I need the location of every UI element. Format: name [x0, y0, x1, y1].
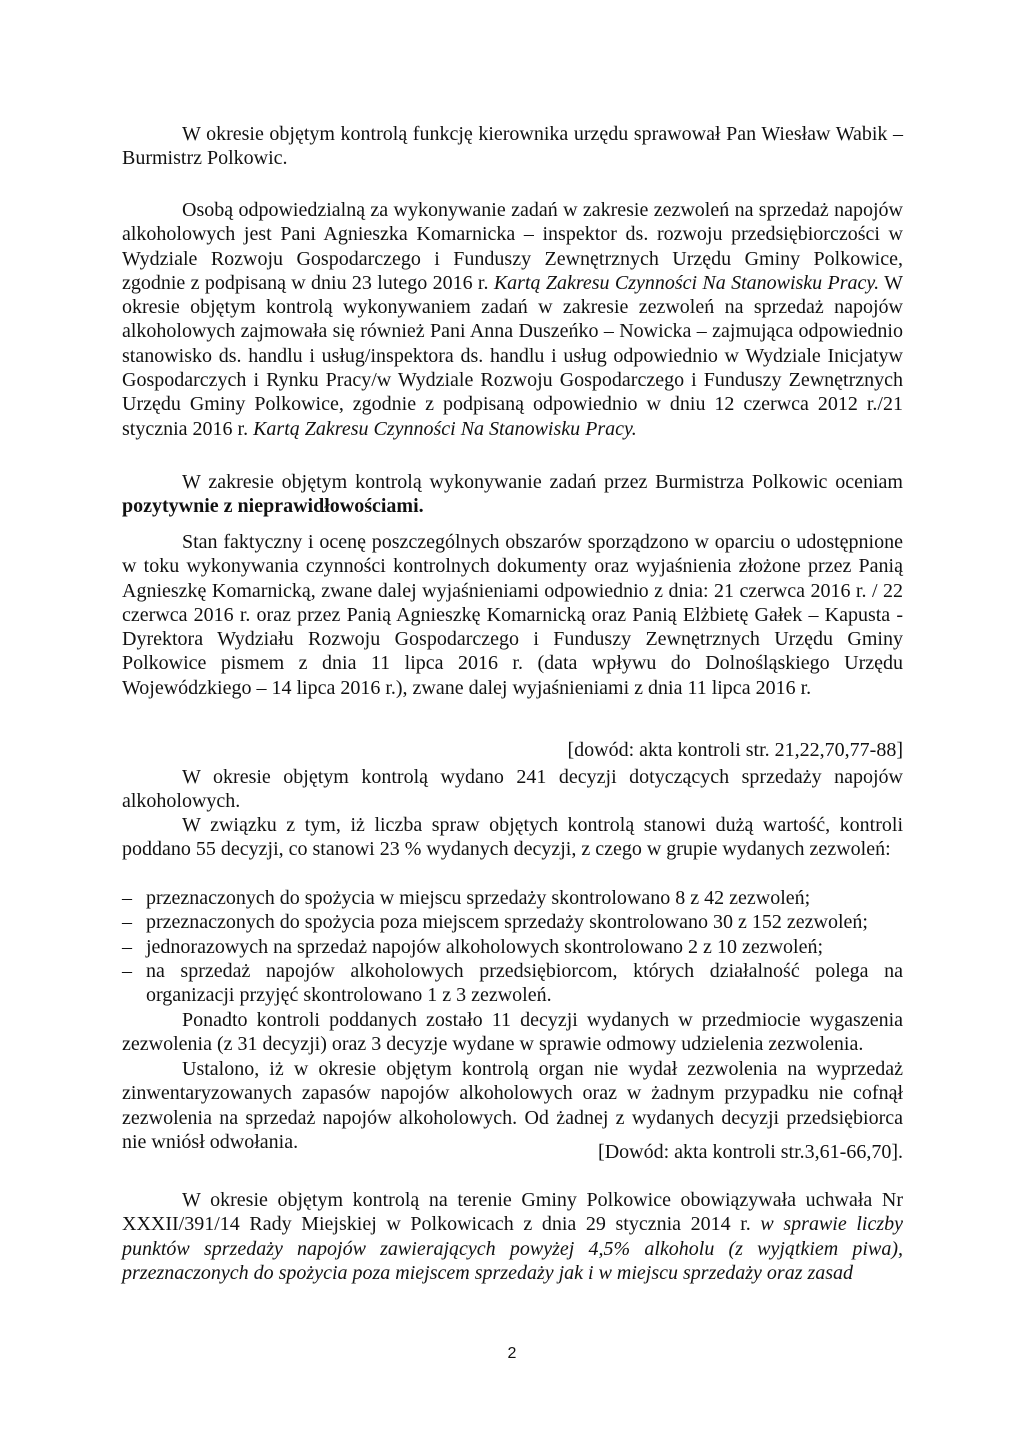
paragraph-assessment: [122, 470, 903, 519]
list-item: [122, 959, 903, 1008]
paragraph-supervisor: [122, 122, 903, 171]
paragraph-text: Osobą odpowiedzialną za wykonywanie zadań w zakresie zezwoleń na sprzedaż napojów alkoholowych jest Pani Agnieszka Komarnicka – inspektor ds. rozwoju przedsiębiorczości w Wydziale Rozwoju Gospodarczego i Funduszy Zewnętrznych Urzędu Gminy Polkowice, zgodnie z podpisaną w dniu 23 lutego 2016 r.: [122, 199, 903, 294]
italic-document-title: Kartą Zakresu Czynności Na Stanowisku Pracy.: [253, 417, 637, 440]
paragraph-text: Ponadto kontroli poddanych zostało 11 decyzji wydanych w przedmiocie wygaszenia zezwolenia (z 31 decyzji) oraz 3 decyzje wydane w sprawie odmowy udzielenia zezwolenia.: [122, 1009, 903, 1056]
paragraph-text: W okresie objętym kontrolą funkcję kierownika urzędu sprawował Pan Wiesław Wabik – Burmistrz Polkowic.: [122, 123, 903, 170]
evidence-reference: [dowód: akta kontroli str. 21,22,70,77-88]: [567, 739, 903, 761]
paragraph-resolution: [122, 1188, 903, 1285]
paragraph-text: W okresie objętym kontrolą wykonywaniem zadań w zakresie zezwoleń na sprzedaż napojów alkoholowych zajmowała się również Pani Anna Duszeńko – Nowicka – zajmująca odpowiednio stanowisko ds. handlu i usług/inspektora ds. handlu i usług odpowiednio w Wydziale Inicjatyw Gospodarczych i Rynku Pracy/w Wydziale Rozwoju Gospodarczego i Funduszy Zewnętrznych Urzędu Gminy Polkowice, zgodnie z podpisaną odpowiednio w dniu 12 czerwca 2012 r./21 stycznia 2016 r.: [122, 271, 904, 440]
list-item-text: na sprzedaż napojów alkoholowych przedsiębiorcom, których działalność polega na organizacji przyjęć skontrolowano 1 z 3 zezwoleń.: [146, 959, 903, 1007]
italic-document-title: Kartą Zakresu Czynności Na Stanowisku Pracy.: [493, 271, 880, 294]
permits-list: [122, 886, 903, 1007]
paragraph-text: W zakresie objętym kontrolą wykonywanie zadań przez Burmistrza Polkowic oceniam: [182, 471, 903, 493]
list-dash: –: [122, 911, 132, 934]
paragraph-text: Stan faktyczny i ocenę poszczególnych obszarów sporządzono w oparciu o udostępnione w toku wykonywania czynności kontrolnych dokumenty oraz wyjaśnienia złożone przez Panią Agnieszkę Komarnicką, zwane dalej wyjaśnieniami odpowiednio z dnia: 21 czerwca 2016 r. / 22 czerwca 2016 r. oraz przez Panią Agnieszkę Komarnicką oraz Panią Elżbietę Gałek – Kapusta - Dyrektora Wydziału Rozwoju Gospodarczego i Funduszy Zewnętrznych Urzędu Gminy Polkowice pismem z dnia 11 lipca 2016 r. (data wpływu do Dolnośląskiego Urzędu Wojewódzkiego – 14 lipca 2016 r.), zwane dalej wyjaśnieniami z dnia 11 lipca 2016 r.: [122, 531, 903, 699]
list-item: [122, 935, 903, 959]
list-dash: –: [122, 959, 132, 982]
page-number: 2: [507, 1345, 517, 1362]
paragraph-text: Ustalono, iż w okresie objętym kontrolą organ nie wydał zezwolenia na wyprzedaż zinwentaryzowanych zapasów napojów alkoholowych oraz w żadnym przypadku nie cofnął zezwolenia na sprzedaż napojów alkoholowych. Od żadnej z wydanych decyzji przedsiębiorca nie wniósł odwołania.: [122, 1058, 903, 1153]
paragraph-text: W okresie objętym kontrolą wydano 241 decyzji dotyczących sprzedaży napojów alkoholowych.: [122, 766, 903, 813]
paragraph-responsible-person: [122, 198, 903, 441]
list-item: [122, 910, 903, 934]
paragraph-text: W związku z tym, iż liczba spraw objętych kontrolą stanowi dużą wartość, kontroli poddano 55 decyzji, co stanowi 23 % wydanych decyzji, z czego w grupie wydanych zezwoleń:: [122, 814, 903, 861]
list-item-text: przeznaczonych do spożycia w miejscu sprzedaży skontrolowano 8 z 42 zezwoleń;: [146, 887, 811, 909]
italic-resolution-title: w sprawie liczby punktów sprzedaży napojów zawierających powyżej 4,5% alkoholu (z wyjątkiem piwa), przeznaczonych do spożycia poza miejscem sprzedaży jak i w miejscu sprzedaży oraz zasad: [122, 1213, 903, 1284]
list-item-text: jednorazowych na sprzedaż napojów alkoholowych skontrolowano 2 z 10 zezwoleń;: [146, 935, 824, 958]
paragraph-decisions-issued: [122, 765, 903, 814]
list-dash: –: [122, 935, 132, 958]
evidence-reference: [Dowód: akta kontroli str.3,61-66,70].: [598, 1141, 903, 1163]
paragraph-decisions-controlled: [122, 813, 903, 862]
paragraph-text: W okresie objętym kontrolą na terenie Gminy Polkowice obowiązywała uchwała Nr XXXII/391/14 Rady Miejskiej w Polkowicach z dnia 29 stycznia 2014 r.: [122, 1189, 903, 1236]
list-item: [122, 886, 903, 910]
paragraph-expiry-decisions: [122, 1008, 903, 1057]
paragraph-factual-state: [122, 530, 903, 700]
list-dash: –: [122, 887, 132, 909]
paragraph-text: .: [418, 495, 424, 518]
assessment-result: pozytywnie z nieprawidłowościami: [122, 495, 419, 518]
list-item-text: przeznaczonych do spożycia poza miejscem sprzedaży skontrolowano 30 z 152 zezwoleń;: [146, 911, 868, 934]
